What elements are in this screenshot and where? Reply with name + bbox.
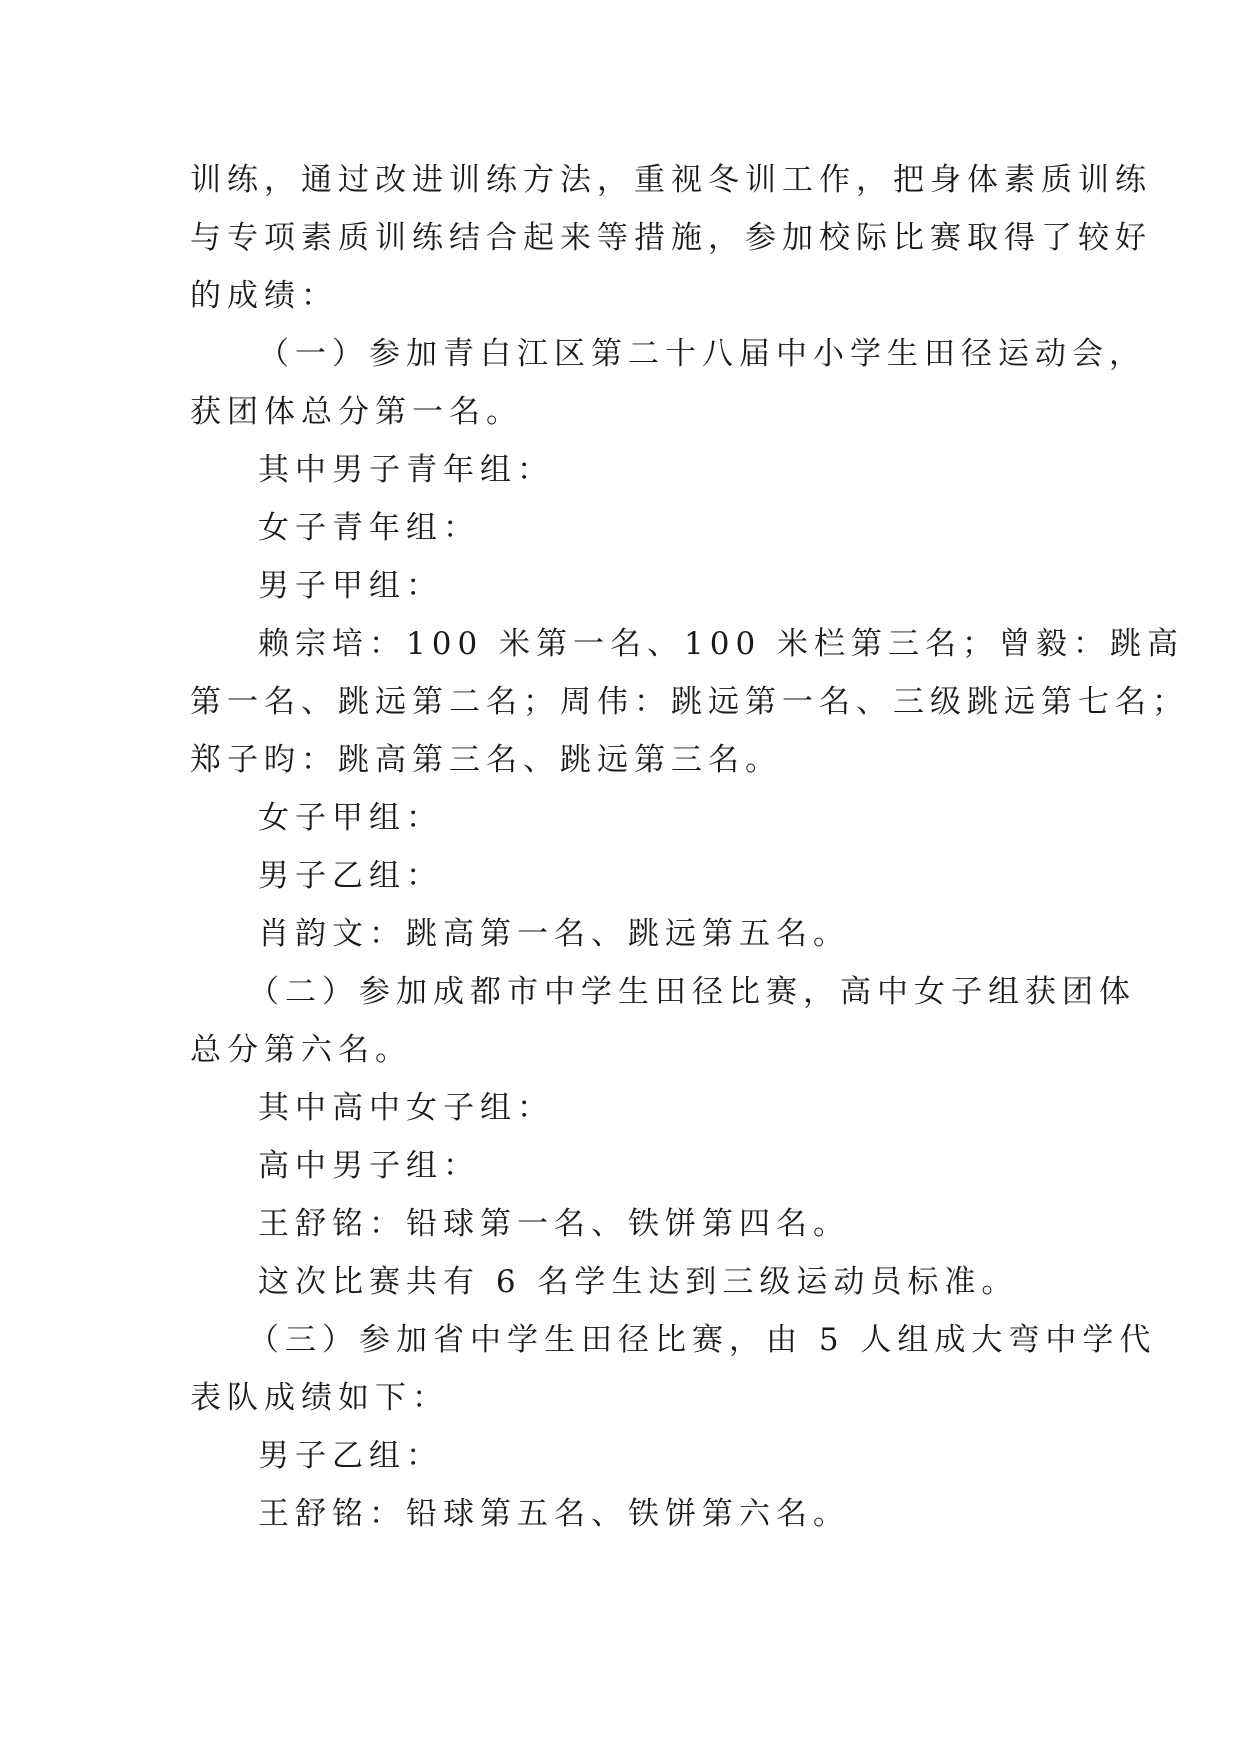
paragraph-line: 王舒铭：铅球第五名、铁饼第六名。 (258, 1496, 850, 1532)
paragraph-line: 其中男子青年组： (258, 452, 554, 488)
paragraph-line: 第一名、跳远第二名；周伟：跳远第一名、三级跳远第七名； (190, 684, 1189, 720)
paragraph-line: 赖宗培：100 米第一名、100 米栏第三名；曾毅：跳高 (258, 626, 1185, 662)
paragraph-line: （三）参加省中学生田径比赛，由 5 人组成大弯中学代 (248, 1322, 1157, 1358)
paragraph-line: 男子乙组： (258, 858, 443, 894)
paragraph-line: 这次比赛共有 6 名学生达到三级运动员标准。 (258, 1264, 1019, 1300)
paragraph-line: 表队成绩如下： (190, 1380, 449, 1416)
paragraph-line: 肖韵文：跳高第一名、跳远第五名。 (258, 916, 850, 952)
paragraph-line: （一）参加青白江区第二十八届中小学生田径运动会， (258, 336, 1146, 372)
paragraph-line: 男子乙组： (258, 1438, 443, 1474)
paragraph-line: 的成绩： (190, 278, 338, 314)
paragraph-line: 总分第六名。 (190, 1032, 412, 1068)
paragraph-line: 女子青年组： (258, 510, 480, 546)
paragraph-line: 获团体总分第一名。 (190, 394, 523, 430)
paragraph-line: 其中高中女子组： (258, 1090, 554, 1126)
paragraph-line: 女子甲组： (258, 800, 443, 836)
paragraph-line: 王舒铭：铅球第一名、铁饼第四名。 (258, 1206, 850, 1242)
paragraph-line: 与专项素质训练结合起来等措施，参加校际比赛取得了较好 (190, 220, 1152, 256)
paragraph-line: （二）参加成都市中学生田径比赛，高中女子组获团体 (248, 974, 1136, 1010)
paragraph-line: 男子甲组： (258, 568, 443, 604)
paragraph-line: 高中男子组： (258, 1148, 480, 1184)
paragraph-line: 郑子昀：跳高第三名、跳远第三名。 (190, 742, 782, 778)
paragraph-line: 训练，通过改进训练方法，重视冬训工作，把身体素质训练 (190, 162, 1152, 198)
